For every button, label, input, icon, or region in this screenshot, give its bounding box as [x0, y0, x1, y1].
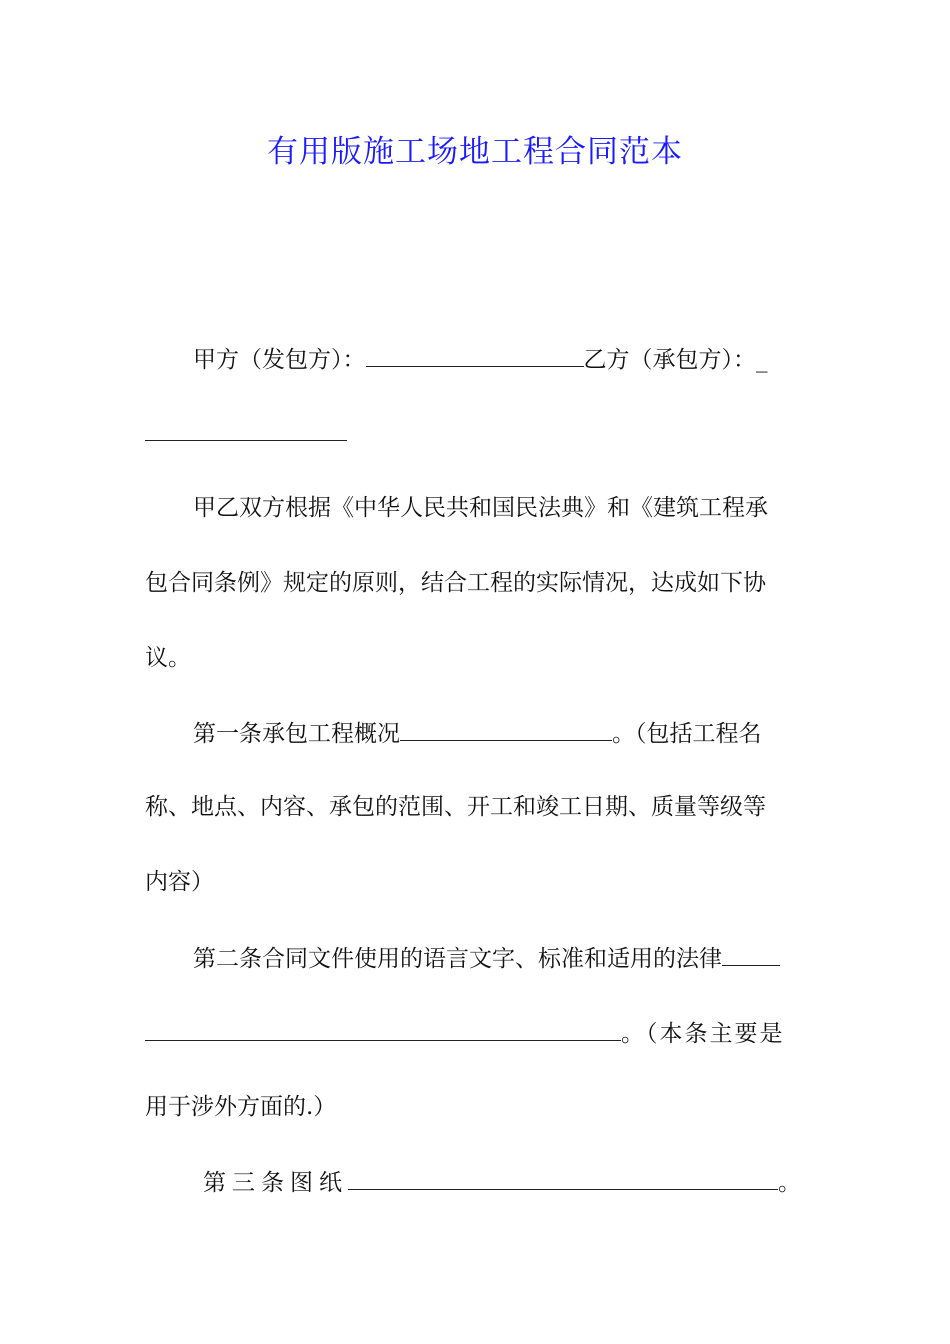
- article1-line-3: 内容）: [145, 869, 214, 895]
- party-a-label: 甲方（发包方）：: [193, 347, 366, 373]
- party-b-blank: [145, 414, 347, 441]
- article1-line-2: 称、地点、内容、承包的范围、开工和竣工日期、质量等级等: [145, 794, 766, 820]
- preamble-line-2: 包合同条例》规定的原则，结合工程的实际情况，达成如下协: [145, 570, 766, 596]
- article3-after-blank: 。: [778, 1170, 801, 1196]
- party-b-blank-line: [145, 414, 347, 452]
- preamble-line-3: 议。: [145, 645, 191, 671]
- article1-after-blank: 。（包括工程名: [612, 721, 762, 747]
- preamble-line-1: 甲乙双方根据《中华人民共和国民法典》和《建筑工程承: [193, 495, 768, 521]
- parties-line: [193, 340, 768, 378]
- article2-line-1: [193, 939, 780, 977]
- article3-heading: 第三条图纸: [203, 1170, 348, 1196]
- article2-blank-1: [722, 939, 780, 966]
- party-b-label: 乙方（承包方）：_: [583, 347, 768, 373]
- article3-blank: [348, 1163, 778, 1190]
- article1-heading: 第一条承包工程概况: [193, 721, 400, 747]
- article2-line-2: [145, 1014, 785, 1052]
- article2-line-3: 用于涉外方面的.）: [145, 1094, 337, 1120]
- article2-blank-2: [145, 1014, 621, 1041]
- document-title: 有用版施工场地工程合同范本: [267, 134, 683, 170]
- article2-heading: 第二条合同文件使用的语言文字、标准和适用的法律: [193, 946, 722, 972]
- article1-line-1: [193, 714, 762, 752]
- article3-line-1: [203, 1163, 801, 1201]
- party-a-blank: [366, 340, 584, 367]
- article2-after-blank: 。（本条主要是: [621, 1021, 785, 1047]
- article1-blank: [400, 714, 612, 741]
